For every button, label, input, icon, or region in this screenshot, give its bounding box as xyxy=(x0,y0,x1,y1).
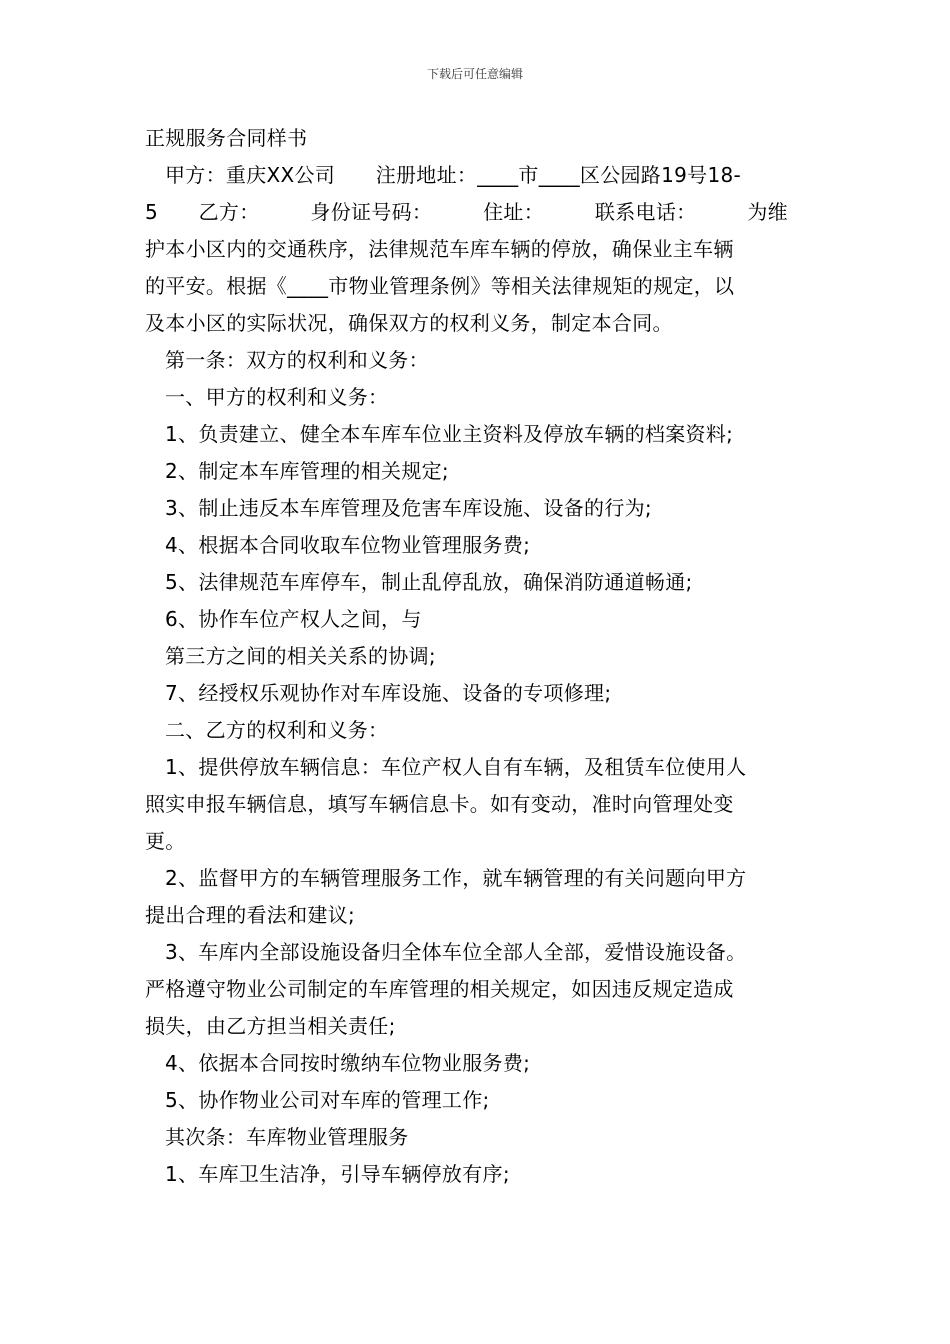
party-b-heading: 二、乙方的权利和义务： xyxy=(165,718,389,742)
document-body xyxy=(145,120,805,1193)
intro-line: 护本小区内的交通秩序，法律规范车库车辆的停放，确保业主车辆 xyxy=(145,237,734,261)
article-2-heading: 其次条：车库物业管理服务 xyxy=(165,1125,409,1149)
party-a-item: 5、法律规范车库停车，制止乱停乱放，确保消防通道畅通; xyxy=(165,570,693,594)
party-a-item: 2、制定本车库管理的相关规定; xyxy=(165,459,449,483)
party-b-item: 3、车库内全部设施设备归全体车位全部人全部，爱惜设施设备。 xyxy=(165,940,747,964)
party-a-item: 第三方之间的相关关系的协调; xyxy=(165,644,436,668)
party-a-heading: 一、甲方的权利和义务： xyxy=(165,385,389,409)
party-a-item: 4、根据本合同收取车位物业管理服务费; xyxy=(165,533,531,557)
party-b-item: 4、依据本合同按时缴纳车位物业服务费; xyxy=(165,1051,531,1075)
intro-line: 的平安。根据《____市物业管理条例》等相关法律规矩的规定，以 xyxy=(145,274,735,298)
party-a-item: 1、负责建立、健全本车库车位业主资料及停放车辆的档案资料; xyxy=(165,422,734,446)
article-1-heading: 第一条：双方的权利和义务： xyxy=(165,348,429,372)
party-b-item-continuation: 照实申报车辆信息，填写车辆信息卡。如有变动，准时向管理处变 xyxy=(145,792,734,816)
article-2-item: 1、车库卫生洁净，引导车辆停放有序; xyxy=(165,1162,510,1186)
party-b-item: 5、协作物业公司对车库的管理工作; xyxy=(165,1088,490,1112)
party-b-item: 1、提供停放车辆信息：车位产权人自有车辆，及租赁车位使用人 xyxy=(165,755,747,779)
party-b-item-continuation: 更。 xyxy=(145,829,186,853)
document-title: 正规服务合同样书 xyxy=(145,126,308,150)
party-b-item: 2、监督甲方的车辆管理服务工作，就车辆管理的有关问题向甲方 xyxy=(165,866,747,890)
page-header-note: 下载后可任意编辑 xyxy=(426,67,523,81)
party-a-item: 6、协作车位产权人之间，与 xyxy=(165,607,422,631)
party-a-item: 3、制止违反本车库管理及危害车库设施、设备的行为; xyxy=(165,496,652,520)
party-b-item-continuation: 严格遵守物业公司制定的车库管理的相关规定，如因违反规定造成 xyxy=(145,977,734,1001)
intro-line: 甲方：重庆XX公司 注册地址：____市____区公园路19号18- xyxy=(165,163,742,187)
intro-line: 及本小区的实际状况，确保双方的权利义务，制定本合同。 xyxy=(145,311,673,335)
party-b-item-continuation: 提出合理的看法和建议; xyxy=(145,903,356,927)
party-b-item-continuation: 损失，由乙方担当相关责任; xyxy=(145,1014,396,1038)
party-a-item: 7、经授权乐观协作对车库设施、设备的专项修理; xyxy=(165,681,612,705)
intro-line: 5 乙方： 身份证号码： 住址： 联系电话： 为维 xyxy=(145,200,788,224)
